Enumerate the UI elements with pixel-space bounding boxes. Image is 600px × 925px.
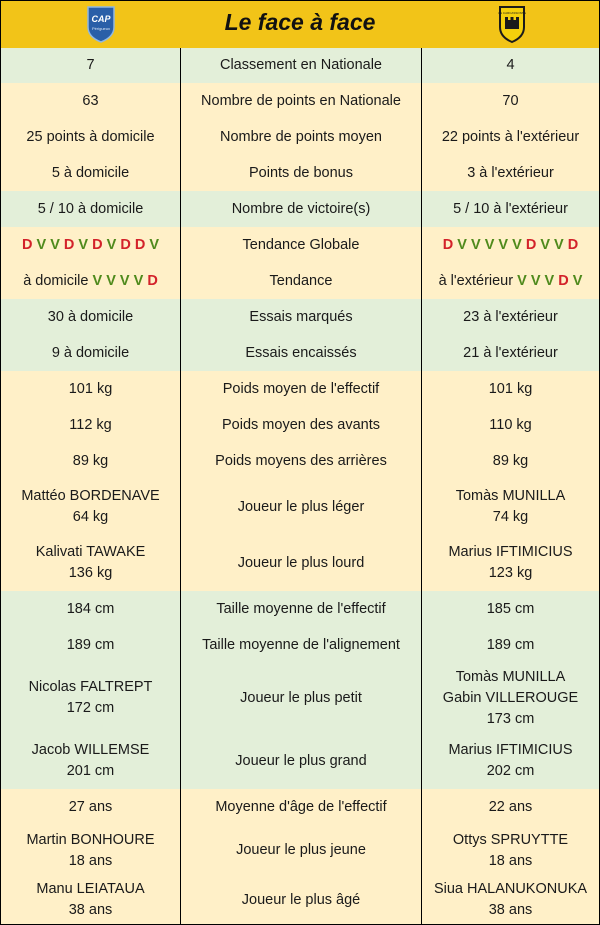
- right-team-value: [422, 191, 599, 227]
- result-victory: V: [530, 272, 541, 289]
- cell-text: Kalivati TAWAKE: [35, 544, 146, 560]
- result-defeat: D: [21, 236, 33, 253]
- form-prefix: à domicile: [23, 272, 89, 289]
- result-victory: V: [540, 236, 550, 253]
- table-row: [1, 371, 599, 407]
- cell-text: Manu LEIATAUA: [36, 881, 145, 897]
- cell-text: Jacob WILLEMSE: [31, 742, 150, 758]
- table-row: [1, 191, 599, 227]
- left-team-value: [1, 733, 180, 789]
- left-team-value: [1, 825, 180, 876]
- us-carcassonne-logo: [496, 5, 528, 43]
- cell-text: Mattéo BORDENAVE: [21, 488, 160, 504]
- section-band: [0, 191, 600, 228]
- cell-text: 30 à domicile: [47, 308, 134, 325]
- cell-text: 64 kg: [72, 509, 109, 525]
- left-team-value: [1, 83, 180, 119]
- left-team-value: [1, 535, 180, 591]
- left-team-value: [1, 443, 180, 479]
- table-row: [1, 83, 599, 119]
- cell-text: 89 kg: [492, 452, 529, 469]
- table-row: [1, 479, 599, 535]
- stat-label-text: Nombre de points moyen: [220, 128, 382, 145]
- stat-label: [181, 479, 421, 535]
- stat-label: [181, 371, 421, 407]
- result-victory: V: [498, 236, 509, 253]
- section-band: [0, 371, 600, 592]
- cell-text: 201 cm: [66, 763, 115, 779]
- left-team-value: [1, 876, 180, 924]
- header-bar: [0, 0, 600, 49]
- form-sequence: [22, 235, 159, 256]
- left-team-value: [1, 263, 180, 299]
- table-row: [1, 407, 599, 443]
- stat-label-text: Joueur le plus grand: [235, 752, 367, 769]
- cell-text: 185 cm: [486, 600, 535, 617]
- cell-text: 25 points à domicile: [26, 128, 155, 145]
- table-row: [1, 155, 599, 191]
- left-logo-text: CAP: [91, 14, 111, 24]
- right-team-value: [422, 825, 599, 876]
- stat-label: [181, 443, 421, 479]
- stat-label-text: Nombre de points en Nationale: [201, 92, 401, 109]
- cell-text: 5 / 10 à l'extérieur: [453, 200, 568, 217]
- stat-label-text: Moyenne d'âge de l'effectif: [215, 798, 387, 815]
- result-victory: V: [484, 236, 495, 253]
- stat-label-text: Essais encaissés: [245, 344, 357, 361]
- left-team-value: [1, 663, 180, 733]
- cell-text: 112 kg: [69, 416, 112, 433]
- result-defeat: D: [134, 236, 146, 253]
- result-victory: V: [78, 236, 89, 253]
- cell-text: Marius IFTIMICIUS: [448, 544, 573, 560]
- form-sequence: [439, 271, 583, 292]
- stat-label: [181, 263, 421, 299]
- table-row: [1, 789, 599, 825]
- stat-label: [181, 299, 421, 335]
- stat-label-text: Essais marqués: [249, 308, 353, 325]
- result-victory: V: [92, 272, 103, 289]
- result-defeat: D: [567, 236, 579, 253]
- cell-text: 5 / 10 à domicile: [37, 200, 144, 217]
- right-team-value: [422, 407, 599, 443]
- stat-label: [181, 48, 421, 83]
- stat-label: [181, 83, 421, 119]
- cell-text: 18 ans: [68, 852, 113, 869]
- left-team-value: [1, 789, 180, 825]
- cell-text: 101 kg: [68, 380, 113, 397]
- cell-text: 173 cm: [486, 710, 535, 727]
- stat-label-text: Points de bonus: [249, 164, 353, 181]
- stat-label: [181, 119, 421, 155]
- cell-text: Tomàs MUNILLA: [455, 668, 566, 685]
- table-row: [1, 876, 599, 924]
- left-team-value: [1, 48, 180, 83]
- table-row: [1, 227, 599, 263]
- cell-text: 7: [86, 57, 95, 73]
- section-band: [0, 83, 600, 192]
- right-team-value: [422, 479, 599, 535]
- result-victory: V: [106, 272, 116, 289]
- form-prefix: à l'extérieur: [438, 272, 514, 289]
- page-title: Le face à face: [224, 9, 376, 35]
- right-team-value: [422, 48, 599, 83]
- stat-label: [181, 407, 421, 443]
- right-team-value: [422, 591, 599, 627]
- left-team-value: [1, 191, 180, 227]
- right-team-value: [422, 443, 599, 479]
- cell-text: 18 ans: [488, 852, 533, 869]
- stat-label: [181, 227, 421, 263]
- right-team-value: [422, 789, 599, 825]
- right-team-value: [422, 155, 599, 191]
- table-row: [1, 627, 599, 663]
- result-victory: V: [554, 236, 564, 253]
- cell-text: 38 ans: [488, 902, 533, 918]
- stat-label: [181, 663, 421, 733]
- table-row: [1, 119, 599, 155]
- stat-label: [181, 876, 421, 924]
- stat-label-text: Classement en Nationale: [219, 57, 382, 73]
- result-defeat: D: [525, 236, 537, 253]
- result-defeat: D: [63, 236, 75, 253]
- form-sequence: [443, 235, 578, 256]
- cell-text: 38 ans: [68, 902, 113, 918]
- result-victory: V: [36, 236, 47, 253]
- cell-text: 4: [506, 57, 515, 73]
- cell-text: Ottys SPRUYTTE: [452, 831, 569, 848]
- stat-label-text: Poids moyens des arrières: [215, 452, 387, 469]
- result-victory: V: [517, 272, 527, 289]
- right-team-value: [422, 371, 599, 407]
- stat-label: [181, 733, 421, 789]
- cell-text: Tomàs MUNILLA: [455, 488, 566, 504]
- result-defeat: D: [558, 272, 569, 289]
- cell-text: 22 points à l'extérieur: [441, 128, 580, 145]
- table-row: [1, 535, 599, 591]
- cell-text: 189 cm: [66, 636, 115, 653]
- cell-text: 23 à l'extérieur: [463, 308, 558, 325]
- stat-label: [181, 825, 421, 876]
- stat-label-text: Poids moyen de l'effectif: [222, 380, 380, 397]
- result-victory: V: [544, 272, 555, 289]
- stat-label: [181, 191, 421, 227]
- left-team-value: [1, 119, 180, 155]
- result-victory: V: [149, 236, 160, 253]
- cell-text: Marius IFTIMICIUS: [448, 742, 573, 758]
- form-sequence: [23, 271, 158, 292]
- stat-label: [181, 627, 421, 663]
- left-team-value: [1, 591, 180, 627]
- left-team-value: [1, 155, 180, 191]
- cell-text: Nicolas FALTREPT: [28, 679, 153, 695]
- stat-label-text: Joueur le plus petit: [240, 689, 362, 706]
- section-band: [0, 48, 600, 84]
- cell-text: 5 à domicile: [51, 164, 130, 181]
- cell-text: 110 kg: [489, 416, 532, 433]
- table-row: [1, 825, 599, 876]
- left-logo-subtext: Périgueux: [91, 26, 111, 31]
- cell-text: 22 ans: [488, 798, 533, 815]
- table-row: [1, 48, 599, 83]
- cell-text: 21 à l'extérieur: [463, 344, 558, 361]
- cell-text: 101 kg: [488, 380, 533, 397]
- stat-label-text: Joueur le plus léger: [237, 498, 365, 515]
- right-team-value: [422, 627, 599, 663]
- table-row: [1, 733, 599, 789]
- left-team-value: [1, 299, 180, 335]
- result-victory: V: [457, 236, 467, 253]
- left-team-value: [1, 371, 180, 407]
- stat-label-text: Tendance: [269, 272, 333, 289]
- cell-text: 70: [502, 92, 519, 109]
- left-team-value: [1, 627, 180, 663]
- stat-label: [181, 535, 421, 591]
- table-row: [1, 299, 599, 335]
- cell-text: 189 cm: [486, 636, 535, 653]
- table-row: [1, 263, 599, 299]
- cell-text: Siua HALANUKONUKA: [433, 881, 588, 897]
- cell-text: 136 kg: [68, 565, 113, 581]
- result-victory: V: [572, 272, 583, 289]
- section-band: [0, 299, 600, 372]
- stat-label-text: Poids moyen des avants: [222, 416, 380, 433]
- result-defeat: D: [92, 236, 103, 253]
- cell-text: Gabin VILLEROUGE: [442, 689, 579, 706]
- stat-label: [181, 335, 421, 371]
- result-defeat: D: [442, 236, 454, 253]
- left-team-value: [1, 227, 180, 263]
- stat-label: [181, 155, 421, 191]
- table-row: [1, 443, 599, 479]
- result-defeat: D: [147, 272, 158, 289]
- right-team-value: [422, 119, 599, 155]
- left-team-value: [1, 479, 180, 535]
- cell-text: 89 kg: [72, 452, 109, 469]
- cell-text: Martin BONHOURE: [26, 831, 155, 848]
- cell-text: 184 cm: [66, 600, 115, 617]
- result-victory: V: [471, 236, 481, 253]
- section-band: [0, 789, 600, 925]
- result-victory: V: [512, 236, 522, 253]
- result-victory: V: [119, 272, 130, 289]
- section-band: [0, 591, 600, 790]
- cell-text: 123 kg: [488, 565, 533, 581]
- stat-label-text: Taille moyenne de l'effectif: [216, 600, 386, 617]
- right-team-value: [422, 227, 599, 263]
- cell-text: 27 ans: [68, 798, 113, 815]
- stat-label-text: Taille moyenne de l'alignement: [202, 636, 400, 653]
- left-team-value: [1, 335, 180, 371]
- right-team-value: [422, 83, 599, 119]
- stat-label-text: Joueur le plus âgé: [241, 891, 361, 908]
- cell-text: 9 à domicile: [51, 344, 130, 361]
- right-team-value: [422, 263, 599, 299]
- right-team-value: [422, 663, 599, 733]
- result-victory: V: [50, 236, 60, 253]
- table-row: [1, 591, 599, 627]
- stat-label-text: Joueur le plus jeune: [236, 842, 366, 858]
- result-victory: V: [106, 236, 117, 253]
- left-team-value: [1, 407, 180, 443]
- cell-text: 202 cm: [486, 763, 535, 779]
- cell-text: 63: [82, 92, 99, 109]
- cell-text: 172 cm: [66, 700, 115, 716]
- stat-label: [181, 591, 421, 627]
- right-team-value: [422, 335, 599, 371]
- cell-text: 74 kg: [492, 509, 529, 525]
- stat-label: [181, 789, 421, 825]
- table-row: [1, 663, 599, 733]
- stat-label-text: Joueur le plus lourd: [237, 554, 365, 571]
- result-victory: V: [133, 272, 144, 289]
- stat-label-text: Nombre de victoire(s): [231, 200, 371, 217]
- stat-label-text: Tendance Globale: [242, 236, 360, 253]
- result-defeat: D: [120, 236, 131, 253]
- table-row: [1, 335, 599, 371]
- right-team-value: [422, 299, 599, 335]
- right-team-value: [422, 733, 599, 789]
- cell-text: 3 à l'extérieur: [467, 164, 554, 181]
- right-team-value: [422, 535, 599, 591]
- comparison-table: [0, 48, 600, 921]
- right-logo-text: US CARCASSONNE: [497, 11, 527, 15]
- section-band: [0, 227, 600, 300]
- right-team-value: [422, 876, 599, 924]
